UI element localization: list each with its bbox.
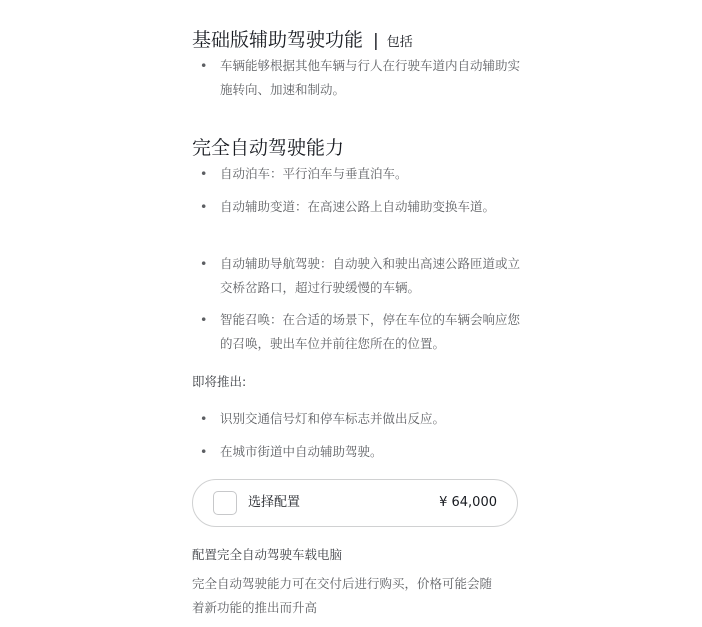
list-item-text: 自动辅助变道：在高速公路上自动辅助变换车道。 xyxy=(220,199,496,214)
purchase-note: 完全自动驾驶能力可在交付后进行购买，价格可能会随着新功能的推出而升高 xyxy=(192,576,493,615)
list-item xyxy=(200,252,522,300)
fsd-heading xyxy=(192,136,344,160)
select-fsd-option[interactable] xyxy=(192,479,518,527)
list-item-text: 识别交通信号灯和停车标志并做出反应。 xyxy=(220,411,446,426)
bullet-icon: • xyxy=(200,58,208,73)
list-item-text: 智能召唤：在合适的场景下，停在车位的车辆会响应您的召唤，驶出车位并前往您所在的位置。 xyxy=(220,312,521,351)
list-item xyxy=(200,407,522,431)
bullet-icon: • xyxy=(200,199,208,214)
option-price: ¥ 64,000 xyxy=(439,495,497,510)
includes-label: 包括 xyxy=(386,35,413,50)
list-item xyxy=(200,54,522,102)
basic-autopilot-heading xyxy=(192,28,413,55)
bullet-icon: • xyxy=(200,312,208,327)
list-item-text: 车辆能够根据其他车辆与行人在行驶车道内自动辅助实施转向、加速和制动。 xyxy=(220,58,521,97)
list-item-text: 自动泊车：平行泊车与垂直泊车。 xyxy=(220,166,408,181)
bullet-icon: • xyxy=(200,444,208,459)
bullet-icon: • xyxy=(200,411,208,426)
list-item-text: 在城市街道中自动辅助驾驶。 xyxy=(220,444,383,459)
list-item xyxy=(200,195,522,219)
bullet-icon: • xyxy=(200,256,208,271)
heading-separator: | xyxy=(373,31,379,51)
list-item xyxy=(200,308,522,356)
coming-soon-label: 即将推出: xyxy=(192,374,247,389)
option-checkbox[interactable] xyxy=(213,491,237,515)
list-item-text: 自动辅助导航驾驶：自动驶入和驶出高速公路匝道或立交桥岔路口，超过行驶缓慢的车辆。 xyxy=(220,256,521,295)
fsd-computer-title: 配置完全自动驾驶车载电脑 xyxy=(192,547,343,562)
list-item xyxy=(200,162,522,186)
list-item xyxy=(200,440,522,464)
option-label: 选择配置 xyxy=(248,495,301,510)
fsd-title: 完全自动驾驶能力 xyxy=(192,137,345,159)
basic-autopilot-title: 基础版辅助驾驶功能 xyxy=(192,29,364,51)
bullet-icon: • xyxy=(200,166,208,181)
